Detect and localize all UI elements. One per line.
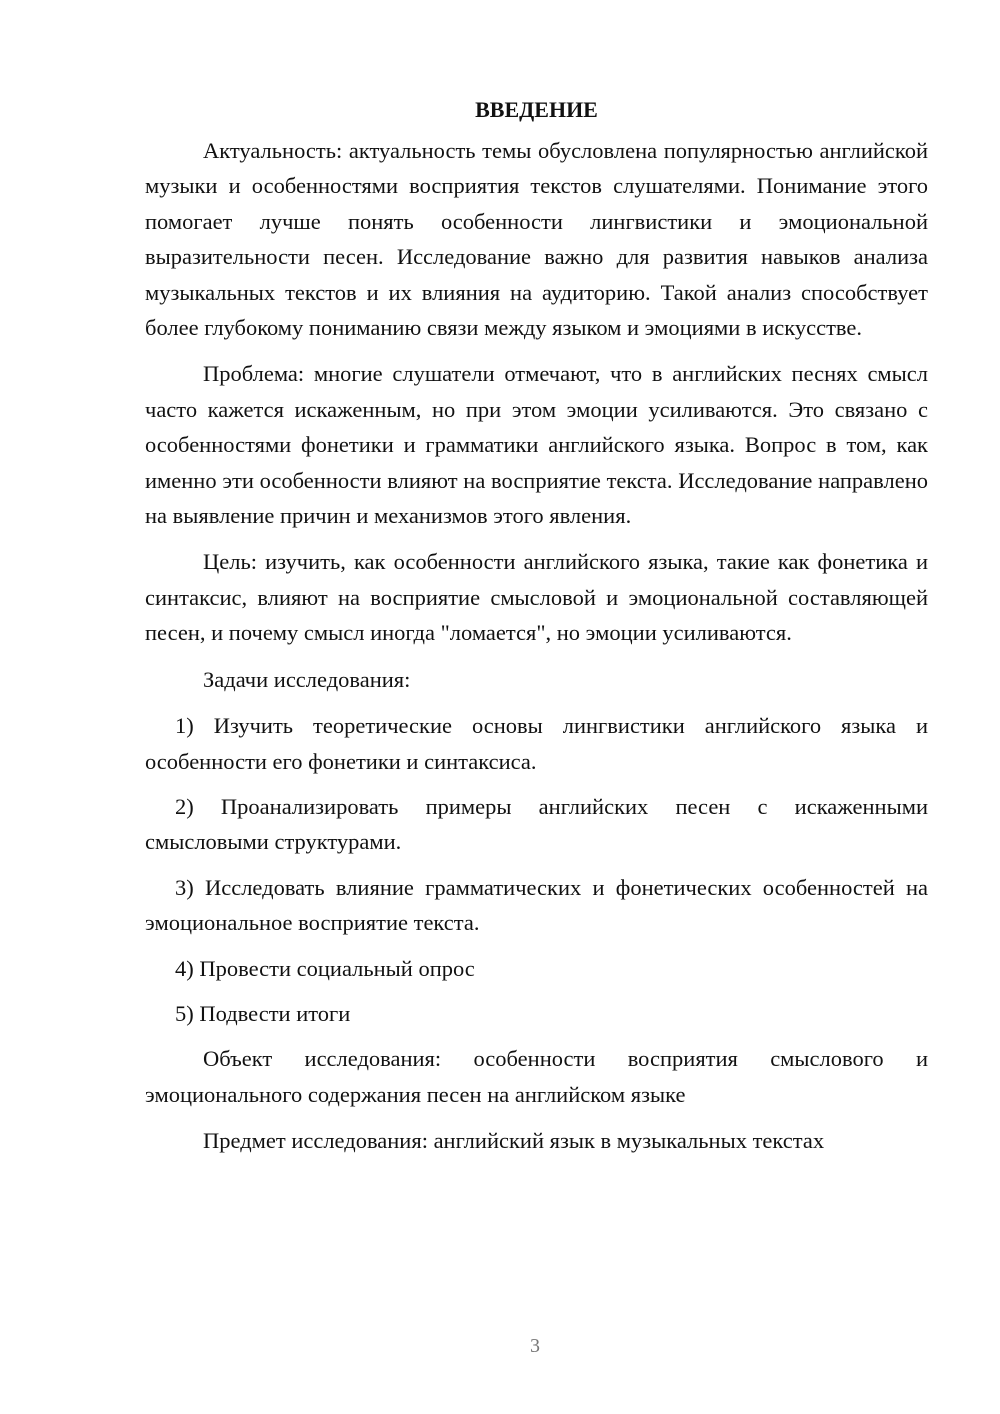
subject-paragraph: Предмет исследования: английский язык в музыкальных текстах [203,1128,825,1154]
problem-paragraph: Проблема: многие слушатели отмечают, что в английских песнях смысл часто кажется искаженным, но при этом эмоции усиливаются. Это связано с особенностями фонетики и грамматики английского языка. Вопрос в том, как именно эти особенности влияют на восприятие текста. Исследование направлено на выявление причин и механизмов этого явления. [145,361,928,529]
task-item-5: 5) Подвести итоги [175,1000,351,1026]
section-heading: ВВЕДЕНИЕ [475,97,598,122]
task-item-2: 2) Проанализировать примеры английских песен с искаженными смысловыми структурами. [145,793,928,855]
relevance-paragraph: Актуальность: актуальность темы обусловлена популярностью английской музыки и особенностями восприятия текстов слушателями. Понимание этого помогает лучше понять особенности лингвистики и эмоциональной выразительности песен. Исследование важно для развития навыков анализа музыкальных текстов и их влияния на аудиторию. Такой анализ способствует более глубокому пониманию связи между языком и эмоциями в искусстве. [145,138,928,341]
page-number: 3 [530,1335,540,1357]
page-content [145,92,928,1170]
tasks-heading: Задачи исследования: [203,666,411,692]
goal-paragraph: Цель: изучить, как особенности английского языка, такие как фонетика и синтаксис, влияют на восприятие смысловой и эмоциональной составляющей песен, и почему смысл иногда "ломается", но эмоции усиливаются. [145,549,928,646]
task-item-4: 4) Провести социальный опрос [175,955,475,981]
object-paragraph: Объект исследования: особенности восприятия смыслового и эмоционального содержания песен на английском языке [145,1046,928,1107]
task-item-3: 3) Исследовать влияние грамматических и фонетических особенностей на эмоциональное восприятие текста. [145,874,928,936]
task-item-1: 1) Изучить теоретические основы лингвистики английского языка и особенности его фонетики и синтаксиса. [145,713,928,774]
